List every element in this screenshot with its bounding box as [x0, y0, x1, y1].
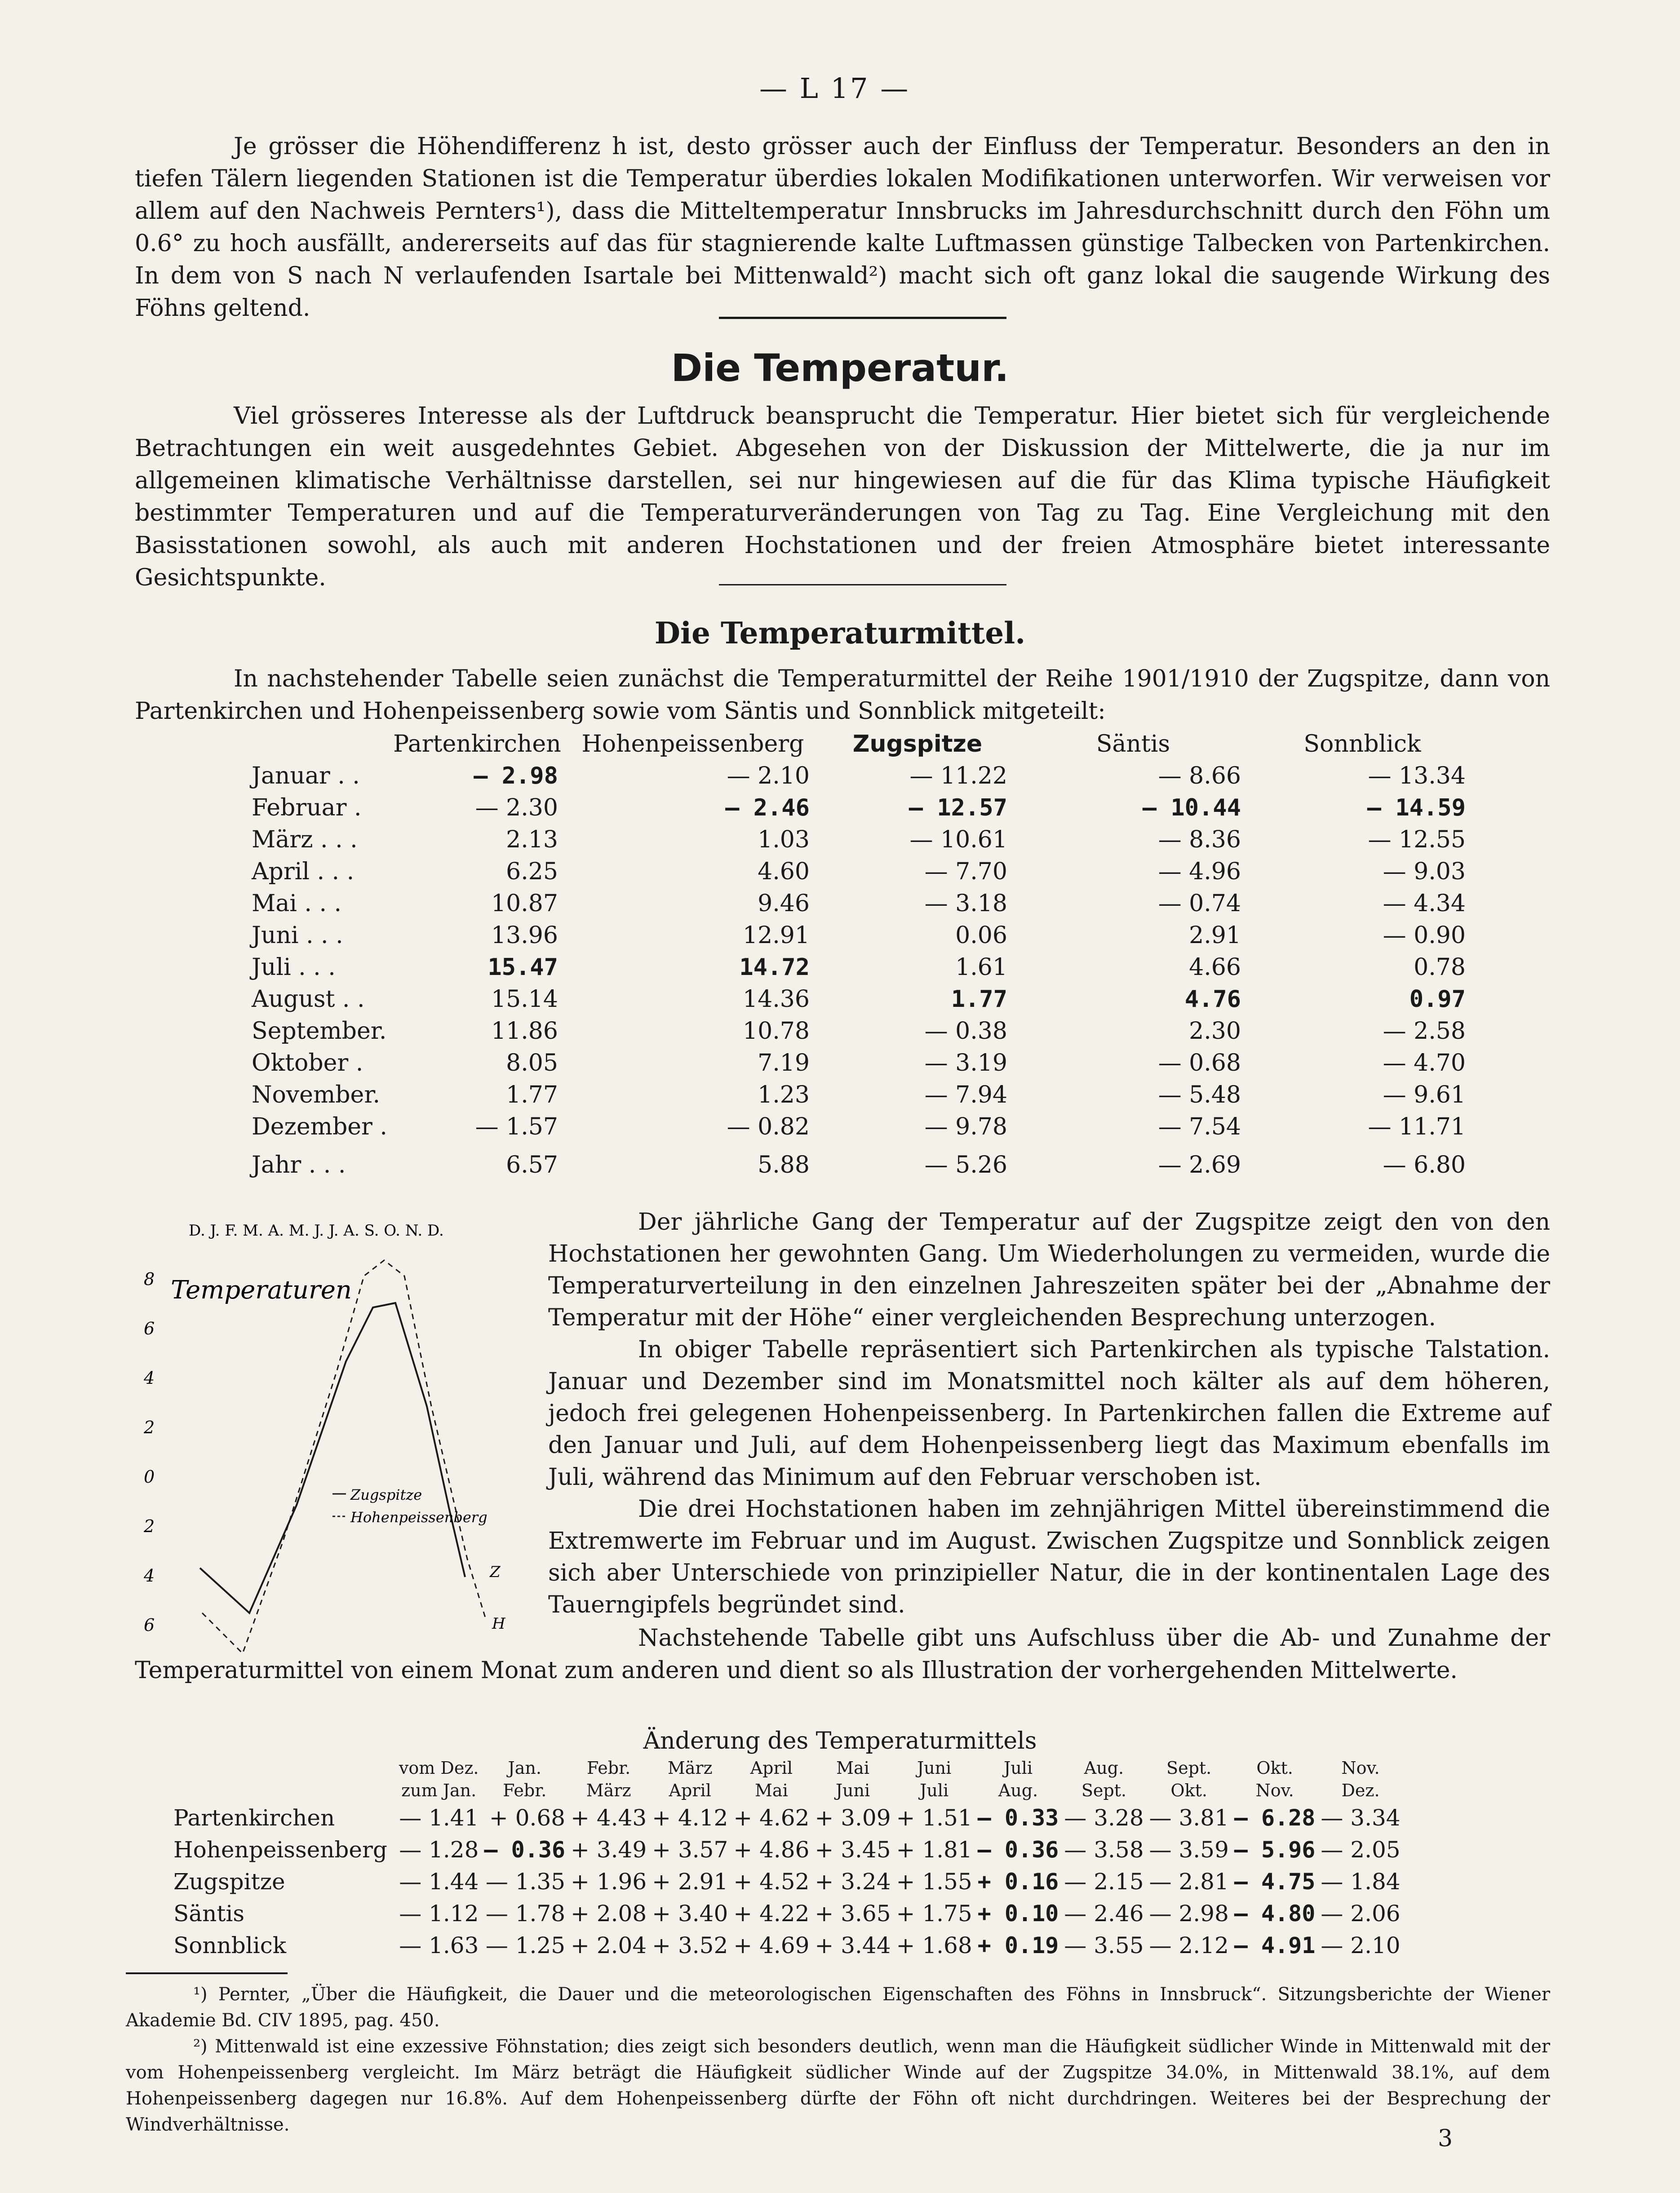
table-row [171, 1834, 1403, 1865]
table-cell: — 0.38 [924, 1017, 1007, 1045]
table-cell: + 1.96 [571, 1868, 647, 1895]
row-label: Februar . [252, 794, 362, 821]
row-label: Januar . . [252, 762, 360, 789]
y-axis-label: 2 [144, 1418, 155, 1437]
table-cell: — 4.75 [1234, 1868, 1316, 1895]
table-cell: — 0.90 [1383, 922, 1466, 949]
table-cell: — 5.48 [1158, 1081, 1241, 1108]
table-cell: — 6.80 [1383, 1152, 1466, 1178]
table-cell: — 7.94 [924, 1081, 1007, 1108]
table-cell: + 4.12 [652, 1804, 728, 1831]
table-cell: — 7.54 [1158, 1113, 1241, 1140]
table-cell: 9.46 [758, 890, 810, 917]
table-header: Mai [755, 1781, 788, 1800]
table-header: vom Dez. [399, 1758, 479, 1778]
table-row [171, 1897, 1403, 1929]
table-cell: — 0.33 [977, 1804, 1059, 1831]
table-cell: — 9.03 [1383, 858, 1466, 885]
table-cell: + 2.04 [571, 1932, 647, 1958]
side-paragraph: Der jährliche Gang der Temperatur auf der Zugspitze zeigt den von den Hochstationen her gewohnten Gang. Um Wiederholungen zu vermeiden, wurde die Temperaturverteilung in den einzelnen Jahreszeiten später bei der „Abnahme der Temperatur mit der Höhe“ einer vergleichenden Besprechung unterzogen. In obiger Tabelle repräsentiert sich Partenkirchen als typische Talstation. Januar und Dezember sind im Monatsmittel noch kälter als auf dem höheren, jedoch frei gelegenen Hohenpeissenberg. In Partenkirchen fallen die Extreme auf den Januar und Juli, auf dem Hohenpeissenberg liegt das Maximum ebenfalls im Juli, während das Minimum auf den Februar verschoben ist. Die drei Hochstationen haben im zehnjährigen Mittel übereinstimmend die Extremwerte im Februar und im August. Zwischen Zugspitze und Sonnblick zeigen sich aber Unterschiede von prinzipieller Natur, die in der kontinentalen Lage des Tauerngipfels begründet sind. [548, 1209, 1550, 1618]
table-header: Sept. [1081, 1781, 1127, 1800]
table-cell: — 4.34 [1383, 890, 1466, 917]
temperature-change-table [171, 1757, 1403, 1961]
table-row [252, 951, 1475, 983]
table-cell: — 1.12 [399, 1900, 479, 1927]
table-row [252, 824, 1475, 855]
table-header [252, 728, 387, 760]
table-cell: — 8.36 [1158, 826, 1241, 853]
table-cell: — 4.80 [1234, 1900, 1316, 1927]
table-header-row [171, 1757, 1403, 1779]
y-axis-labels [143, 1269, 155, 1667]
table-cell: 0.06 [955, 922, 1007, 949]
row-label: Partenkirchen [173, 1804, 335, 1831]
table-row [171, 1865, 1403, 1897]
table-cell: 1.77 [951, 985, 1007, 1013]
table-cell: + 4.22 [733, 1900, 810, 1927]
table-cell: — 2.98 [474, 762, 558, 789]
subsection-title: Die Temperaturmittel. [654, 616, 1026, 651]
table-cell: — 0.68 [1158, 1049, 1241, 1077]
table-cell: 14.36 [743, 985, 810, 1013]
row-label: Dezember . [252, 1113, 387, 1140]
table-header: Partenkirchen [393, 730, 561, 758]
table-cell: 6.57 [506, 1152, 558, 1178]
legend-hohenpeissenberg: Hohenpeissenberg [350, 1509, 488, 1526]
page-header: — L 17 — [759, 72, 910, 105]
table-cell: — 14.59 [1367, 794, 1466, 821]
table-cell: + 4.86 [733, 1836, 810, 1863]
table-cell: — 1.84 [1321, 1868, 1401, 1895]
table-cell: — 2.15 [1064, 1868, 1144, 1895]
table-cell: — 0.82 [727, 1113, 810, 1140]
table-cell: + 0.19 [977, 1932, 1059, 1958]
table-header: Juli [920, 1781, 949, 1800]
table-cell: — 2.81 [1149, 1868, 1229, 1895]
table-cell: — 9.78 [924, 1113, 1007, 1140]
table-cell: — 3.34 [1321, 1804, 1401, 1831]
table-header: Febr. [587, 1758, 631, 1778]
table-cell: — 2.05 [1321, 1836, 1401, 1863]
row-label: Oktober . [252, 1049, 363, 1077]
table-cell: 2.30 [1189, 1017, 1241, 1045]
corner-mark: 3 [1438, 2125, 1453, 2152]
row-label: Zugspitze [173, 1868, 285, 1895]
subsection-intro: In nachstehender Tabelle seien zunächst die Temperaturmittel der Reihe 1901/1910 der Zugspitze, dann von Partenkirchen und Hohenpeissenberg sowie vom Säntis und Sonnblick mitgeteilt: [135, 665, 1550, 725]
row-label: Mai . . . [252, 890, 342, 917]
table-row [252, 1015, 1475, 1047]
table-row [252, 760, 1475, 792]
table-header [171, 1779, 396, 1802]
table-cell: 10.87 [491, 890, 558, 917]
table-row [252, 887, 1475, 919]
table-cell: — 3.18 [924, 890, 1007, 917]
table-cell: 4.66 [1189, 953, 1241, 981]
table-cell: — 2.30 [475, 794, 558, 821]
row-label: Juni . . . [252, 922, 343, 949]
table-cell: 1.61 [955, 953, 1007, 981]
table-cell: — 2.10 [1321, 1932, 1401, 1958]
table-header-row [171, 1779, 1403, 1802]
table-cell: — 1.25 [485, 1932, 566, 1958]
table-cell: + 1.68 [896, 1932, 972, 1958]
footnote-divider [126, 1972, 288, 1974]
row-label: Sonnblick [173, 1932, 287, 1958]
table-cell: 0.78 [1414, 953, 1466, 981]
table-cell: — 2.98 [1149, 1900, 1229, 1927]
table-header: Mai [836, 1758, 869, 1778]
table-cell: — 1.57 [475, 1113, 558, 1140]
table-header: Sept. [1166, 1758, 1212, 1778]
table-row [252, 919, 1475, 951]
table-cell: + 2.91 [652, 1868, 728, 1895]
row-label: September. [252, 1017, 387, 1045]
table-cell: + 3.45 [815, 1836, 891, 1863]
table-row [252, 1111, 1475, 1143]
table-row [171, 1802, 1403, 1834]
y-axis-label: 6 [144, 1319, 155, 1338]
table-cell: — 10.61 [909, 826, 1007, 853]
table-cell: 15.14 [491, 985, 558, 1013]
footnotes [126, 1981, 1550, 2138]
table-row [252, 1079, 1475, 1111]
table-cell: — 2.12 [1149, 1932, 1229, 1958]
table-cell: — 0.36 [977, 1836, 1059, 1863]
table-cell: 6.25 [506, 858, 558, 885]
table-cell: — 12.57 [909, 794, 1007, 821]
table-cell: + 3.52 [652, 1932, 728, 1958]
table-cell: — 4.70 [1383, 1049, 1466, 1077]
table-header: Nov. [1255, 1781, 1294, 1800]
footnote-1: ¹) Pernter, „Über die Häufigkeit, die Dauer und die meteorologischen Eigenschaften des Föhns in Innsbruck“. Sitzungsberichte der Wiener Akademie Bd. CIV 1895, pag. 450. [126, 1984, 1550, 2031]
end-label-z: Z [490, 1563, 501, 1581]
row-label: November. [252, 1081, 380, 1108]
y-axis-label: 2 [144, 1516, 155, 1536]
table-cell: — 11.71 [1368, 1113, 1466, 1140]
table-cell: + 4.69 [733, 1932, 810, 1958]
table-cell: 8.05 [506, 1049, 558, 1077]
table-row [252, 792, 1475, 824]
table-row [252, 983, 1475, 1015]
table-cell: — 0.36 [484, 1836, 566, 1863]
table-cell: 15.47 [488, 953, 558, 981]
divider [719, 317, 1006, 319]
table-cell: — 1.63 [399, 1932, 479, 1958]
graph-svg [135, 1218, 521, 1667]
table-cell: — 3.28 [1064, 1804, 1144, 1831]
table-cell: + 3.65 [815, 1900, 891, 1927]
table-row [252, 1143, 1475, 1187]
table-cell: — 3.58 [1064, 1836, 1144, 1863]
table-cell: + 3.49 [571, 1836, 647, 1863]
intro-paragraph: Je grösser die Höhendifferenz h ist, desto grösser auch der Einfluss der Temperatur. Besonders an den in tiefen Tälern liegenden Stationen ist die Temperatur überdies lokalen Modifikationen unterworfen. Wir verweisen vor allem auf den Nachweis Pernters¹), dass die Mitteltemperatur Innsbrucks im Jahresdurchschnitt durch den Föhn um 0.6° zu hoch ausfällt, andererseits auf das für stagnierende kalte Luftmassen günstige Talbecken von Partenkirchen. In dem von S nach N verlaufenden Isartale bei Mittenwald²) macht sich oft ganz lokal die saugende Wirkung des Föhns geltend. [135, 133, 1550, 322]
table-header-row [252, 728, 1475, 760]
table-header: zum Jan. [401, 1781, 477, 1800]
y-axis-label: 8 [144, 1269, 155, 1289]
table-header: Jan. [508, 1758, 541, 1778]
table-cell: — 1.78 [485, 1900, 566, 1927]
table-cell: — 11.22 [909, 762, 1007, 789]
table-cell: — 3.59 [1149, 1836, 1229, 1863]
table-cell: — 2.46 [1064, 1900, 1144, 1927]
table-cell: 10.78 [743, 1017, 810, 1045]
table-header [171, 1757, 396, 1779]
table-cell: — 3.55 [1064, 1932, 1144, 1958]
table-cell: + 4.43 [571, 1804, 647, 1831]
table-cell: — 2.58 [1383, 1017, 1466, 1045]
table-cell: — 8.66 [1158, 762, 1241, 789]
temperature-graph [135, 1218, 521, 1667]
table-cell: — 12.55 [1368, 826, 1466, 853]
table-cell: — 6.28 [1234, 1804, 1316, 1831]
table-cell: + 2.08 [571, 1900, 647, 1927]
table-header: März [586, 1781, 631, 1800]
table-cell: — 5.26 [924, 1152, 1007, 1178]
table-cell: 5.88 [758, 1152, 810, 1178]
table-cell: — 2.06 [1321, 1900, 1401, 1927]
footnote-2: ²) Mittenwald ist eine exzessive Föhnstation; dies zeigt sich besonders deutlich, wenn man die Häufigkeit südlicher Winde in Mittenwald mit der vom Hohenpeissenberg vergleicht. Im März beträgt die Häufigkeit südlicher Winde auf der Zugspitze 34.0%, in Mittenwald 38.1%, auf dem Hohenpeissenberg dagegen nur 16.8%. Auf dem Hohenpeissenberg dürfte der Föhn oft nicht durchdringen. Weiteres bei der Besprechung der Windverhältnisse. [126, 2036, 1550, 2135]
table-cell: + 1.51 [896, 1804, 972, 1831]
table-cell: + 1.55 [896, 1868, 972, 1895]
y-axis-label: 4 [144, 1368, 155, 1388]
table-header: Febr. [503, 1781, 547, 1800]
table-cell: 1.77 [506, 1081, 558, 1108]
table-cell: + 4.52 [733, 1868, 810, 1895]
table-header: Zugspitze [852, 730, 983, 758]
table-header: Okt. [1256, 1758, 1293, 1778]
table-header: Sonnblick [1303, 730, 1421, 758]
table-row [171, 1929, 1403, 1961]
hohenpeissenberg-curve [202, 1260, 485, 1653]
divider [719, 584, 1006, 585]
table-header: Hohenpeissenberg [581, 730, 804, 758]
table-row [252, 1047, 1475, 1079]
table-cell: — 5.96 [1234, 1836, 1316, 1863]
table-cell: 4.60 [758, 858, 810, 885]
table-cell: + 1.75 [896, 1900, 972, 1927]
table-cell: + 3.44 [815, 1932, 891, 1958]
table-cell: + 0.68 [489, 1804, 566, 1831]
table-cell: + 0.16 [977, 1868, 1059, 1895]
table-cell: + 3.09 [815, 1804, 891, 1831]
table-cell: 1.03 [758, 826, 810, 853]
table-cell: — 2.69 [1158, 1152, 1241, 1178]
temperature-means-table [252, 728, 1475, 1187]
table-cell: — 4.91 [1234, 1932, 1316, 1958]
closing-paragraph: Nachstehende Tabelle gibt uns Aufschluss über die Ab- und Zunahme der Temperaturmittel von einem Monat zum anderen und dient so als Illustration der vorhergehenden Mittelwerte. [135, 1625, 1550, 1684]
table-cell: — 0.74 [1158, 890, 1241, 917]
table-cell: + 3.40 [652, 1900, 728, 1927]
table-cell: — 2.46 [725, 794, 810, 821]
zugspitze-curve [200, 1303, 465, 1613]
table-row [252, 855, 1475, 887]
table-cell: — 3.81 [1149, 1804, 1229, 1831]
table-cell: + 1.81 [896, 1836, 972, 1863]
table-cell: + 3.57 [652, 1836, 728, 1863]
table-header: März [667, 1758, 713, 1778]
table-cell: 7.19 [758, 1049, 810, 1077]
table-cell: 12.91 [743, 922, 810, 949]
table-cell: — 1.44 [399, 1868, 479, 1895]
table-header: Juli [1003, 1758, 1033, 1778]
change-caption: Änderung des Temperaturmittels [643, 1728, 1037, 1754]
y-axis-label: 4 [144, 1566, 155, 1586]
table-cell: — 2.10 [727, 762, 810, 789]
table-header: Nov. [1341, 1758, 1380, 1778]
table-cell: 1.23 [758, 1081, 810, 1108]
row-label: August . . [252, 985, 365, 1013]
table-header: Aug. [1084, 1758, 1124, 1778]
row-label: Säntis [173, 1900, 245, 1927]
table-cell: 14.72 [739, 953, 810, 981]
section-title: Die Temperatur. [671, 346, 1009, 390]
table-cell: 2.13 [506, 826, 558, 853]
row-label: März . . . [252, 826, 358, 853]
table-header: April [669, 1781, 711, 1800]
legend-zugspitze: Zugspitze [350, 1486, 422, 1503]
table-header: Aug. [998, 1781, 1038, 1800]
table-cell: + 0.10 [977, 1900, 1059, 1927]
table-cell: + 3.24 [815, 1868, 891, 1895]
table-header: Dez. [1341, 1781, 1380, 1800]
table-cell: — 3.19 [924, 1049, 1007, 1077]
table-cell: — 10.44 [1142, 794, 1241, 821]
table-header: April [750, 1758, 793, 1778]
row-label: Juli . . . [252, 953, 336, 981]
table-header: Säntis [1096, 730, 1170, 758]
row-label: Hohenpeissenberg [173, 1836, 387, 1863]
table-cell: 2.91 [1189, 922, 1241, 949]
y-axis-label: 0 [144, 1467, 155, 1487]
table-header: Juni [835, 1781, 870, 1800]
month-letters: D. J. F. M. A. M. J. J. A. S. O. N. D. [189, 1222, 444, 1240]
table-cell: 0.97 [1409, 985, 1466, 1013]
table-header: Juni [917, 1758, 952, 1778]
table-cell: — 1.28 [399, 1836, 479, 1863]
end-label-h: H [492, 1615, 505, 1633]
graph-title: Temperaturen [171, 1276, 352, 1305]
table-cell: — 1.35 [485, 1868, 566, 1895]
y-axis-label: 6 [144, 1615, 155, 1635]
table-cell: 13.96 [491, 922, 558, 949]
table-cell: — 9.61 [1383, 1081, 1466, 1108]
table-cell: 11.86 [491, 1017, 558, 1045]
table-cell: — 4.96 [1158, 858, 1241, 885]
table-cell: 4.76 [1184, 985, 1241, 1013]
row-label: April . . . [252, 858, 355, 885]
row-label: Jahr . . . [252, 1152, 346, 1178]
section-paragraph: Viel grösseres Interesse als der Luftdruck beansprucht die Temperatur. Hier bietet sich für vergleichende Betrachtungen ein weit ausgedehntes Gebiet. Abgesehen von der Diskussion der Mittelwerte, die ja nur im allgemeinen klimatische Verhältnisse darstellen, sei nur hingewiesen auf die für das Klima typische Häufigkeit bestimmter Temperaturen und auf die Temperaturveränderungen von Tag zu Tag. Eine Vergleichung mit den Basisstationen sowohl, als auch mit anderen Hochstationen und der freien Atmosphäre bietet interessante Gesichtspunkte. [135, 403, 1550, 591]
table-cell: — 7.70 [924, 858, 1007, 885]
table-cell: — 13.34 [1368, 762, 1466, 789]
table-cell: — 1.41 [399, 1804, 479, 1831]
table-cell: + 4.62 [733, 1804, 810, 1831]
table-header: Okt. [1170, 1781, 1207, 1800]
